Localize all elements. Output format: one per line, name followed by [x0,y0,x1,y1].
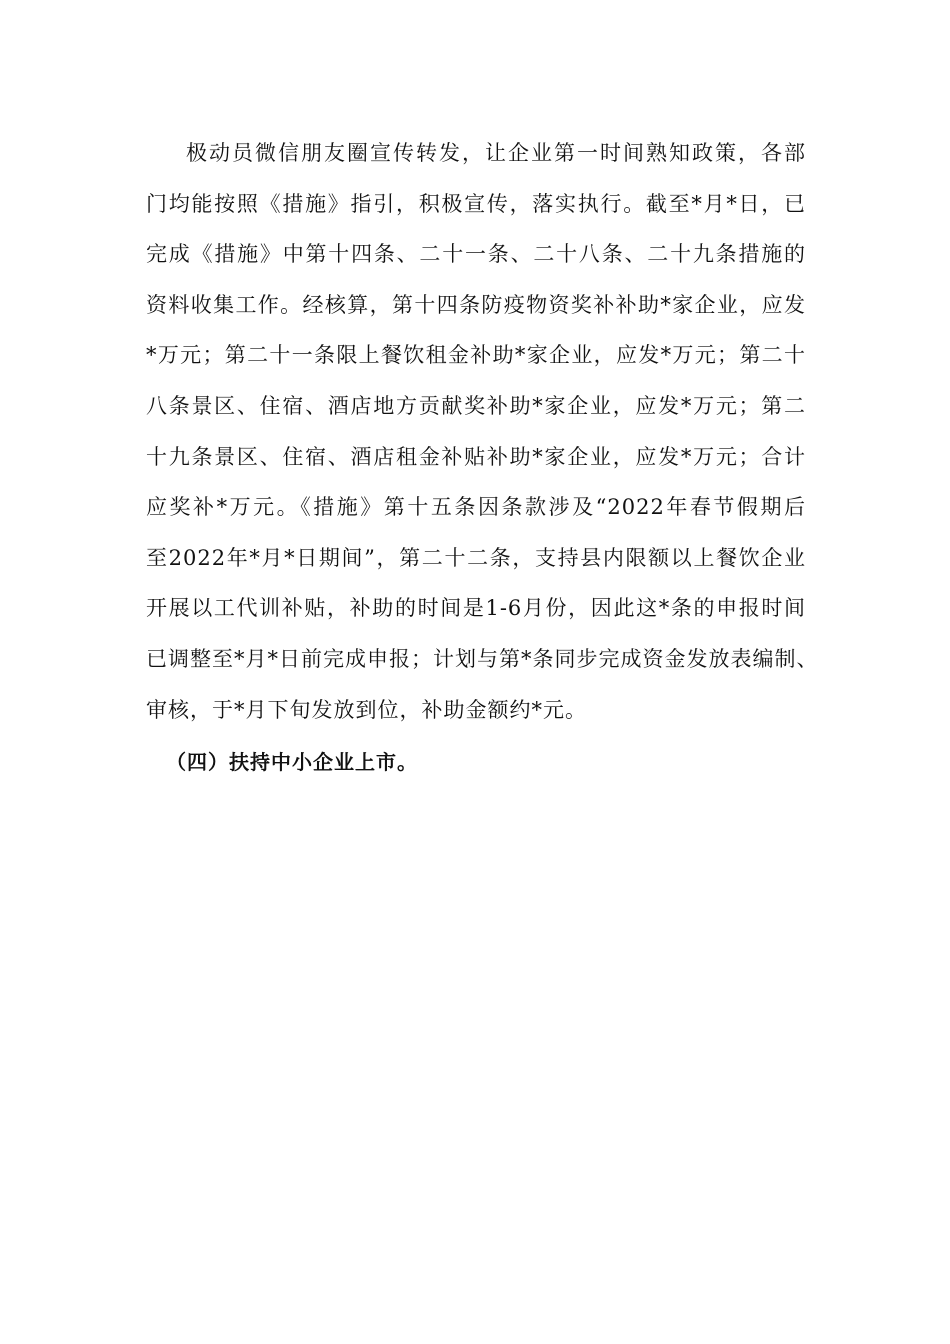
paragraph-line: 已调整至*月*日前完成申报；计划与第*条同步完成资金发放表编制、 [146,646,819,671]
body-paragraph [146,133,819,740]
paragraph-line: 开展以工代训补贴，补助的时间是1-6月份，因此这*条的申报时间 [146,596,806,621]
paragraph-line: 十九条景区、住宿、酒店租金补贴补助*家企业，应发*万元；合计 [146,444,806,469]
paragraph-line: 八条景区、住宿、酒店地方贡献奖补助*家企业，应发*万元；第二 [146,393,806,418]
paragraph-line: 资料收集工作。经核算，第十四条防疫物资奖补补助*家企业，应发 [146,292,806,317]
paragraph-line: 极动员微信朋友圈宣传转发，让企业第一时间熟知政策，各部 [186,141,806,165]
paragraph-line: 门均能按照《措施》指引，积极宣传，落实执行。截至*月*日，已 [146,191,806,216]
paragraph-line: 至2022年*月*日期间”，第二十二条，支持县内限额以上餐饮企业 [146,545,806,570]
paragraph-line: 审核，于*月下旬发放到位，补助金额约*元。 [146,697,587,722]
paragraph-line: *万元；第二十一条限上餐饮租金补助*家企业，应发*万元；第二十 [146,343,806,368]
paragraph-line: 完成《措施》中第十四条、二十一条、二十八条、二十九条措施的 [146,242,806,267]
paragraph-line: 应奖补*万元。《措施》第十五条因条款涉及“2022年春节假期后 [146,495,806,520]
section-heading: （四）扶持中小企业上市。 [166,750,418,774]
